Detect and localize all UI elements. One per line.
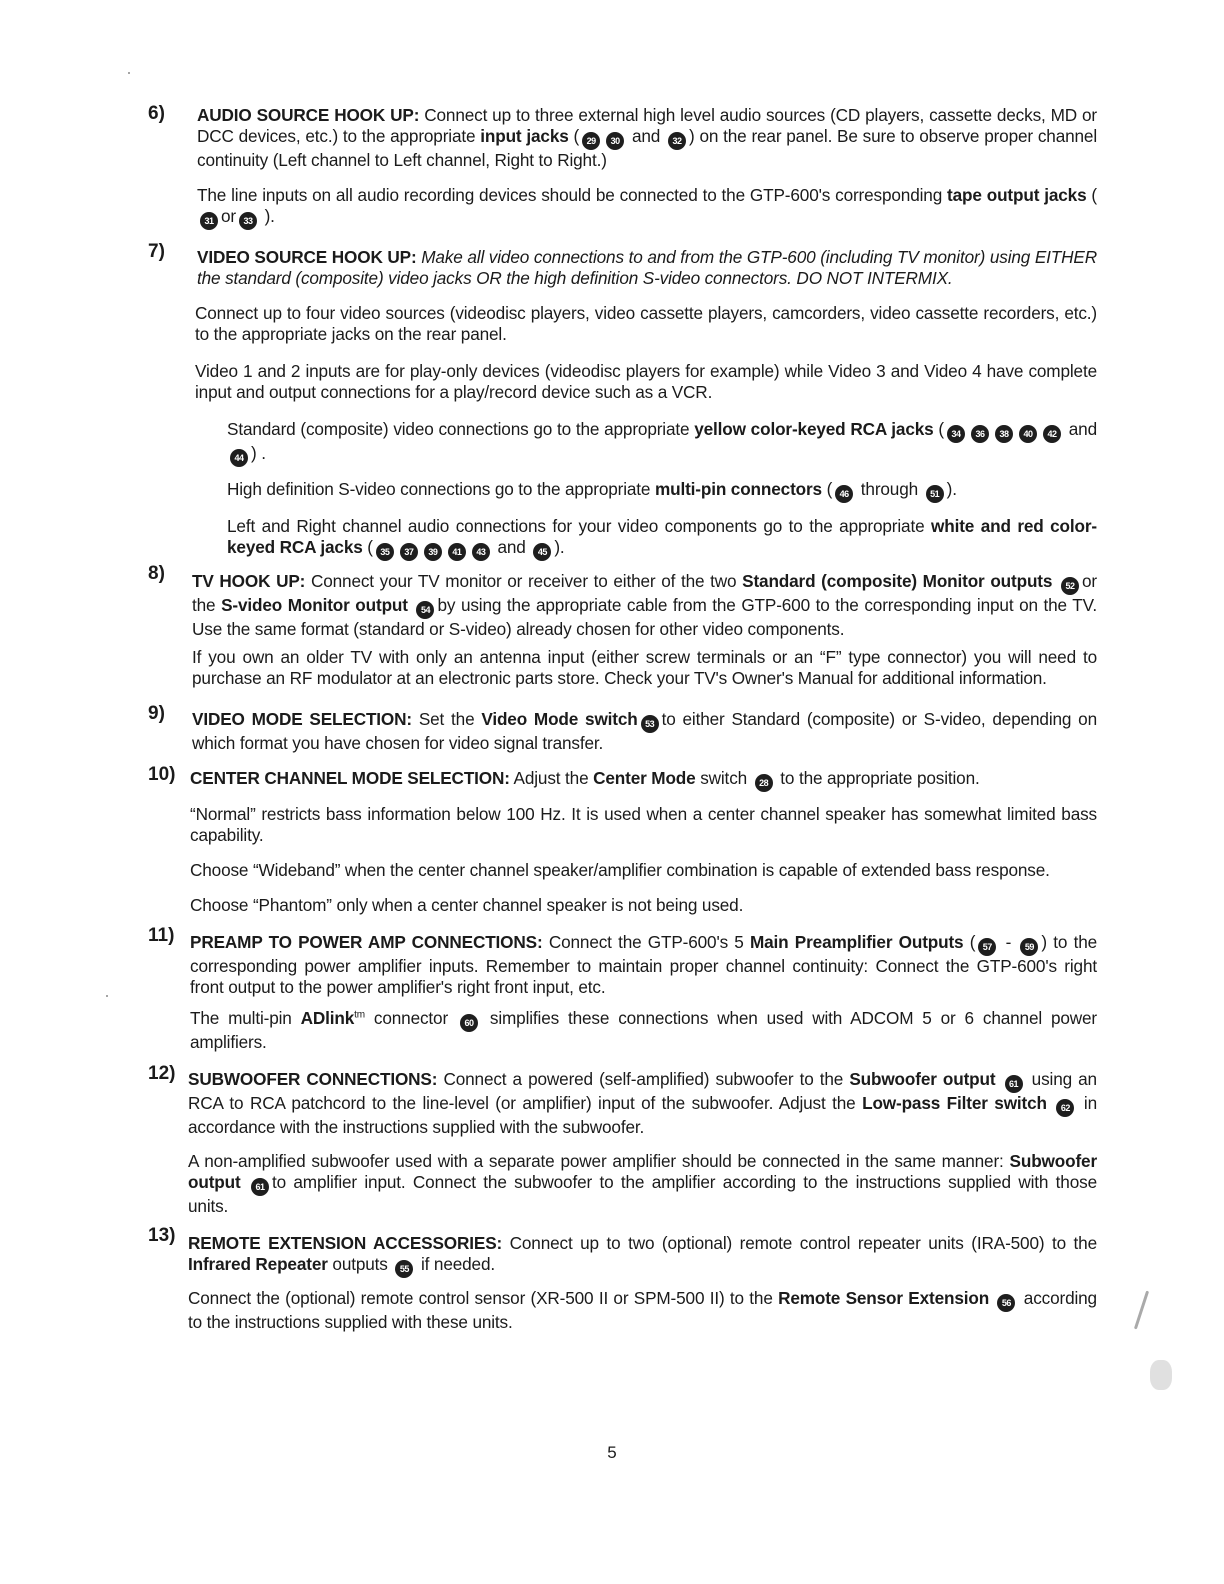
jack-number-icon: 30 [606, 132, 624, 150]
jack-number-icon: 57 [978, 938, 996, 956]
scan-artifact [1150, 1360, 1172, 1390]
section-number: 8) [148, 563, 165, 584]
jack-number-icon: 38 [995, 425, 1013, 443]
jack-number-icon: 33 [239, 212, 257, 230]
remote-sensor-paragraph: Connect the (optional) remote control sensor (XR-500 II or SPM-500 II) to the Remote Sensor Extension 56 according to the instructions supplied with these units. [188, 1288, 1097, 1332]
scan-artifact [1134, 1291, 1149, 1330]
section-heading: CENTER CHANNEL MODE SELECTION: [190, 768, 510, 788]
video-inputs-paragraph: Video 1 and 2 inputs are for play-only devices (videodisc players for example) while Video 3 and Video 4 have complete input and output connections for a play/record device such as a VCR. [195, 361, 1097, 402]
jack-number-icon: 29 [582, 132, 600, 150]
composite-video-paragraph: Standard (composite) video connections go to the appropriate yellow color-keyed RCA jacks ( 34 36 38 40 42 and 44 ) . [227, 419, 1097, 467]
normal-mode-paragraph: “Normal” restricts bass information below 100 Hz. It is used when a center channel speaker has somewhat limited bass capability. [190, 804, 1097, 845]
video-source-paragraph: VIDEO SOURCE HOOK UP: Make all video connections to and from the GTP-600 (including TV monitor) using EITHER the standard (composite) video jacks OR the high definition S-video connectors. DO NOT INTERMIX. [197, 247, 1097, 288]
section-number: 12) [148, 1063, 176, 1084]
section-heading: TV HOOK UP: [192, 571, 306, 591]
jack-number-icon: 60 [460, 1014, 478, 1032]
center-mode-paragraph: CENTER CHANNEL MODE SELECTION: Adjust the Center Mode switch 28 to the appropriate position. [190, 768, 1097, 792]
non-amplified-subwoofer-paragraph: A non-amplified subwoofer used with a separate power amplifier should be connected in the same manner: Subwoofer output 61 to amplifier input. Connect the subwoofer to the amplifier according to the instructions supplied with those units. [188, 1151, 1097, 1216]
video-audio-paragraph: Left and Right channel audio connections for your video components go to the appropriate white and red color-keyed RCA jacks ( 35 37 39 41 43 and 45 ). [227, 516, 1097, 561]
jack-number-icon: 40 [1019, 425, 1037, 443]
adlink-paragraph: The multi-pin ADlink$^{tm}$ connector 60 simplifies these connections when used with ADCOM 5 or 6 channel power amplifiers. [190, 1008, 1098, 1052]
tape-output-paragraph: The line inputs on all audio recording devices should be connected to the GTP-600's corresponding tape output jacks (31 or 33 ). [197, 185, 1097, 230]
svideo-paragraph: High definition S-video connections go to the appropriate multi-pin connectors ( 46 through 51 ). [227, 479, 1097, 503]
jack-number-icon: 55 [395, 1260, 413, 1278]
section-heading: REMOTE EXTENSION ACCESSORIES: [188, 1233, 503, 1253]
audio-source-paragraph: AUDIO SOURCE HOOK UP: Connect up to three external high level audio sources (CD players, cassette decks, MD or DCC devices, etc.) to the appropriate input jacks ( 29 30 and 32 ) on the rear panel. Be sure to observe proper channel continuity (Left channel to Left channel, Right to Right.) [197, 105, 1097, 170]
section-number: 10) [148, 764, 176, 785]
jack-number-icon: 42 [1043, 425, 1061, 443]
jack-number-icon: 41 [448, 543, 466, 561]
jack-number-icon: 56 [997, 1294, 1015, 1312]
jack-number-icon: 36 [971, 425, 989, 443]
jack-number-icon: 46 [835, 485, 853, 503]
phantom-mode-paragraph: Choose “Phantom” only when a center channel speaker is not being used. [190, 895, 744, 915]
jack-number-icon: 39 [424, 543, 442, 561]
jack-number-icon: 59 [1020, 938, 1038, 956]
section-heading: SUBWOOFER CONNECTIONS: [188, 1069, 438, 1089]
remote-extension-paragraph: REMOTE EXTENSION ACCESSORIES: Connect up to two (optional) remote control repeater units (IRA-500) to the Infrared Repeater outputs 55 if needed. [188, 1233, 1097, 1278]
scan-speck [128, 72, 130, 74]
jack-number-icon: 45 [533, 543, 551, 561]
jack-number-icon: 61 [251, 1178, 269, 1196]
section-number: 6) [148, 103, 165, 124]
jack-number-icon: 44 [230, 449, 248, 467]
jack-number-icon: 52 [1061, 577, 1079, 595]
jack-number-icon: 62 [1056, 1099, 1074, 1117]
section-heading: VIDEO MODE SELECTION: [192, 709, 412, 729]
jack-number-icon: 34 [947, 425, 965, 443]
section-heading: VIDEO SOURCE HOOK UP: [197, 247, 417, 267]
section-number: 13) [148, 1225, 176, 1246]
section-number: 7) [148, 241, 165, 262]
jack-number-icon: 51 [926, 485, 944, 503]
video-mode-paragraph: VIDEO MODE SELECTION: Set the Video Mode switch 53 to either Standard (composite) or S-video, depending on which format you have chosen for video signal transfer. [192, 709, 1097, 753]
section-number: 9) [148, 703, 165, 724]
jack-number-icon: 53 [641, 715, 659, 733]
section-heading: AUDIO SOURCE HOOK UP: [197, 105, 420, 125]
jack-number-icon: 43 [472, 543, 490, 561]
preamp-paragraph: PREAMP TO POWER AMP CONNECTIONS: Connect the GTP-600's 5 Main Preamplifier Outputs ( 57 - 59 ) to the corresponding power amplifier inputs. Remember to maintain proper channel continuity: Connect the GTP-600's right front output to the power amplifier's right front input, etc. [190, 932, 1098, 997]
jack-number-icon: 31 [200, 212, 218, 230]
page-number: 5 [607, 1443, 617, 1462]
jack-number-icon: 54 [416, 601, 434, 619]
tv-hookup-paragraph: TV HOOK UP: Connect your TV monitor or receiver to either of the two Standard (composite) Monitor outputs 52 or the S-video Monitor output 54 by using the appropriate cable from the GTP-600 to the corresponding input on the TV. Use the same format (standard or S-video) already chosen for other video components. [192, 571, 1097, 639]
jack-number-icon: 37 [400, 543, 418, 561]
jack-number-icon: 35 [376, 543, 394, 561]
jack-number-icon: 32 [668, 132, 686, 150]
jack-number-icon: 61 [1005, 1075, 1023, 1093]
jack-number-icon: 28 [755, 774, 773, 792]
section-heading: PREAMP TO POWER AMP CONNECTIONS: [190, 932, 543, 952]
rf-modulator-paragraph: If you own an older TV with only an antenna input (either screw terminals or an “F” type connector) you will need to purchase an RF modulator at an electronic parts store. Check your TV's Owner's Manual for additional information. [192, 647, 1097, 688]
wideband-mode-paragraph: Choose “Wideband” when the center channel speaker/amplifier combination is capable of extended bass response. [190, 860, 1050, 880]
scan-speck [106, 995, 108, 997]
video-sources-paragraph: Connect up to four video sources (videodisc players, video cassette players, camcorders, video cassette recorders, etc.) to the appropriate jacks on the rear panel. [195, 303, 1097, 344]
subwoofer-paragraph: SUBWOOFER CONNECTIONS: Connect a powered (self-amplified) subwoofer to the Subwoofer output 61 using an RCA to RCA patchcord to the line-level (or amplifier) input of the subwoofer. Adjust the Low-pass Filter switch 62 in accordance with the instructions supplied with the subwoofer. [188, 1069, 1097, 1137]
section-number: 11) [148, 925, 175, 946]
